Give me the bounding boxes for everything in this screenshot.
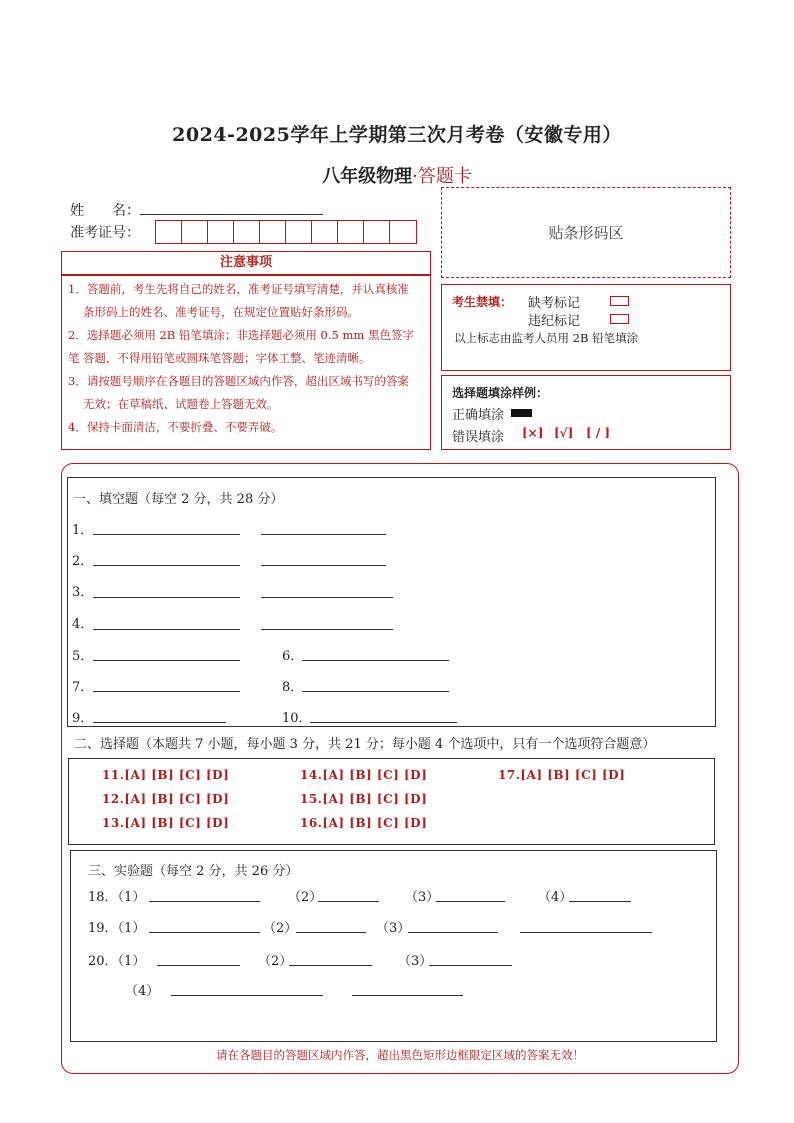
examiner-label: 考生禁填： [452, 295, 513, 309]
choice-q11[interactable]: 11.[A] [B] [C] [D] [102, 768, 230, 782]
choice-q16[interactable]: 16.[A] [B] [C] [D] [300, 816, 428, 830]
name-field[interactable] [140, 200, 323, 215]
q19-part2: （2） [263, 921, 298, 936]
wrong-mark-slash: [ / ] [586, 426, 611, 440]
choice-q14[interactable]: 14.[A] [B] [C] [D] [300, 768, 428, 782]
footer-warning: 请在各题目的答题区域内作答，超出黑色矩形边框限定区域的答案无效！ [216, 1048, 584, 1062]
choice-q12[interactable]: 12.[A] [B] [C] [D] [102, 792, 230, 806]
correct-fill-label: 正确填涂 [452, 408, 505, 423]
choice-q17[interactable]: 17.[A] [B] [C] [D] [498, 768, 626, 782]
q20-part4: （4） [125, 984, 160, 999]
answer-line[interactable] [93, 564, 240, 566]
notice-item: 3．请按题号顺序在各题目的答题区域内作答，超出区域书写的答案 [68, 374, 409, 388]
notice-box [61, 275, 431, 450]
answer-line[interactable] [93, 659, 240, 661]
q20-part3: （3） [398, 954, 433, 969]
answer-line[interactable] [302, 690, 449, 692]
notice-item: 4．保持卡面清洁，不要折叠、不要弄破。 [68, 420, 283, 434]
q18-part4: （4） [538, 890, 573, 905]
answer-line[interactable] [436, 900, 505, 902]
notice-item: 答题，不得用铅笔或圆珠笔答题；字体工整、笔迹清晰。 [83, 351, 371, 365]
choice-q13[interactable]: 13.[A] [B] [C] [D] [102, 816, 230, 830]
id-label: 准考证号： [70, 225, 140, 241]
answer-line[interactable] [171, 994, 323, 996]
notice-item: 1．答题前，考生先将自己的姓名，准考证号填写清楚，并认真核准 [68, 282, 409, 296]
violation-mark-label: 违纪标记 [528, 314, 581, 329]
absent-mark-box[interactable] [610, 296, 629, 306]
answer-line[interactable] [93, 721, 226, 723]
name-label: 姓 名： [70, 203, 140, 219]
blank-label: 7． [72, 680, 94, 695]
fill-sample-box [441, 375, 731, 450]
answer-line[interactable] [310, 721, 457, 723]
blank-label: 6． [282, 649, 304, 664]
section3-heading: 三、实验题（每空 2 分，共 26 分） [88, 864, 299, 879]
correct-fill-swatch [511, 409, 532, 417]
id-digit-box[interactable] [364, 221, 390, 243]
section2-heading: 二、选择题（本题共 7 小题，每小题 3 分，共 21 分；每小题 4 个选项中，只有一个选项符合题意） [74, 737, 656, 752]
answer-line[interactable] [93, 533, 240, 535]
barcode-label: 贴条形码区 [548, 224, 624, 242]
violation-mark-box[interactable] [610, 314, 629, 324]
subtitle [0, 162, 794, 188]
subject-label: 八年级物理 [322, 166, 413, 187]
answer-line[interactable] [93, 690, 240, 692]
id-digit-box[interactable] [156, 221, 182, 243]
notice-item: 2．选择题必须用 2B 铅笔填涂；非选择题必须用 0.5 mm 黑色签字笔 [68, 328, 414, 365]
answer-line[interactable] [261, 628, 393, 630]
answer-line[interactable] [408, 931, 498, 933]
blank-label: 5． [72, 649, 94, 664]
id-digit-box[interactable] [286, 221, 312, 243]
blank-label: 9． [72, 711, 94, 726]
q19-part3: （3） [376, 921, 411, 936]
fill-sample-heading: 选择题填涂样例： [452, 386, 549, 400]
answer-line[interactable] [352, 994, 463, 996]
blank-label: 10． [282, 711, 312, 726]
id-digit-box[interactable] [234, 221, 260, 243]
q20-label: 20．（1） [88, 954, 146, 969]
wrong-mark-check: [√] [554, 426, 574, 440]
notice-item: 无效；在草稿纸、试题卷上答题无效。 [83, 397, 279, 411]
answer-line[interactable] [261, 533, 386, 535]
answer-line[interactable] [93, 596, 240, 598]
section1-heading: 一、填空题（每空 2 分，共 28 分） [73, 492, 284, 507]
answer-line[interactable] [429, 964, 512, 966]
q20-part2: （2） [258, 954, 293, 969]
blank-label: 3． [72, 585, 94, 600]
id-digit-box[interactable] [390, 221, 416, 243]
blank-label: 1． [72, 523, 94, 538]
notice-item: 条形码上的姓名、准考证号，在规定位置贴好条形码。 [83, 305, 359, 319]
q18-part2: （2） [288, 890, 323, 905]
answer-line[interactable] [296, 931, 366, 933]
blank-label: 4． [72, 617, 94, 632]
subtitle-dot: · [412, 166, 418, 187]
wrong-mark-cross: [×] [522, 426, 544, 440]
examiner-box [441, 284, 731, 371]
choice-q15[interactable]: 15.[A] [B] [C] [D] [300, 792, 428, 806]
answer-line[interactable] [261, 596, 393, 598]
q18-part3: （3） [405, 890, 440, 905]
answer-line[interactable] [569, 900, 631, 902]
barcode-area [441, 187, 731, 278]
notice-heading: 注意事项 [61, 251, 431, 275]
blank-label: 2． [72, 554, 94, 569]
wrong-fill-label: 错误填涂 [452, 430, 505, 445]
id-digit-box[interactable] [338, 221, 364, 243]
id-digit-box[interactable] [312, 221, 338, 243]
page-title: 2024-2025学年上学期第三次月考卷（安徽专用） [172, 124, 622, 146]
id-number-boxes[interactable] [155, 220, 417, 244]
q18-label: 18．（1） [88, 890, 146, 905]
id-digit-box[interactable] [208, 221, 234, 243]
answer-line[interactable] [289, 964, 372, 966]
answer-card-label: 答题卡 [417, 166, 472, 187]
id-digit-box[interactable] [260, 221, 286, 243]
answer-line[interactable] [520, 931, 652, 933]
answer-line[interactable] [261, 564, 386, 566]
answer-line[interactable] [93, 628, 240, 630]
answer-line[interactable] [149, 931, 260, 933]
answer-line[interactable] [302, 659, 449, 661]
answer-line[interactable] [318, 900, 379, 902]
q19-label: 19．（1） [88, 921, 146, 936]
answer-line[interactable] [157, 964, 240, 966]
id-digit-box[interactable] [182, 221, 208, 243]
examiner-note: 以上标志由监考人员用 2B 铅笔填涂 [454, 331, 639, 345]
blank-label: 8． [282, 680, 304, 695]
absent-mark-label: 缺考标记 [528, 296, 581, 311]
answer-line[interactable] [149, 900, 260, 902]
